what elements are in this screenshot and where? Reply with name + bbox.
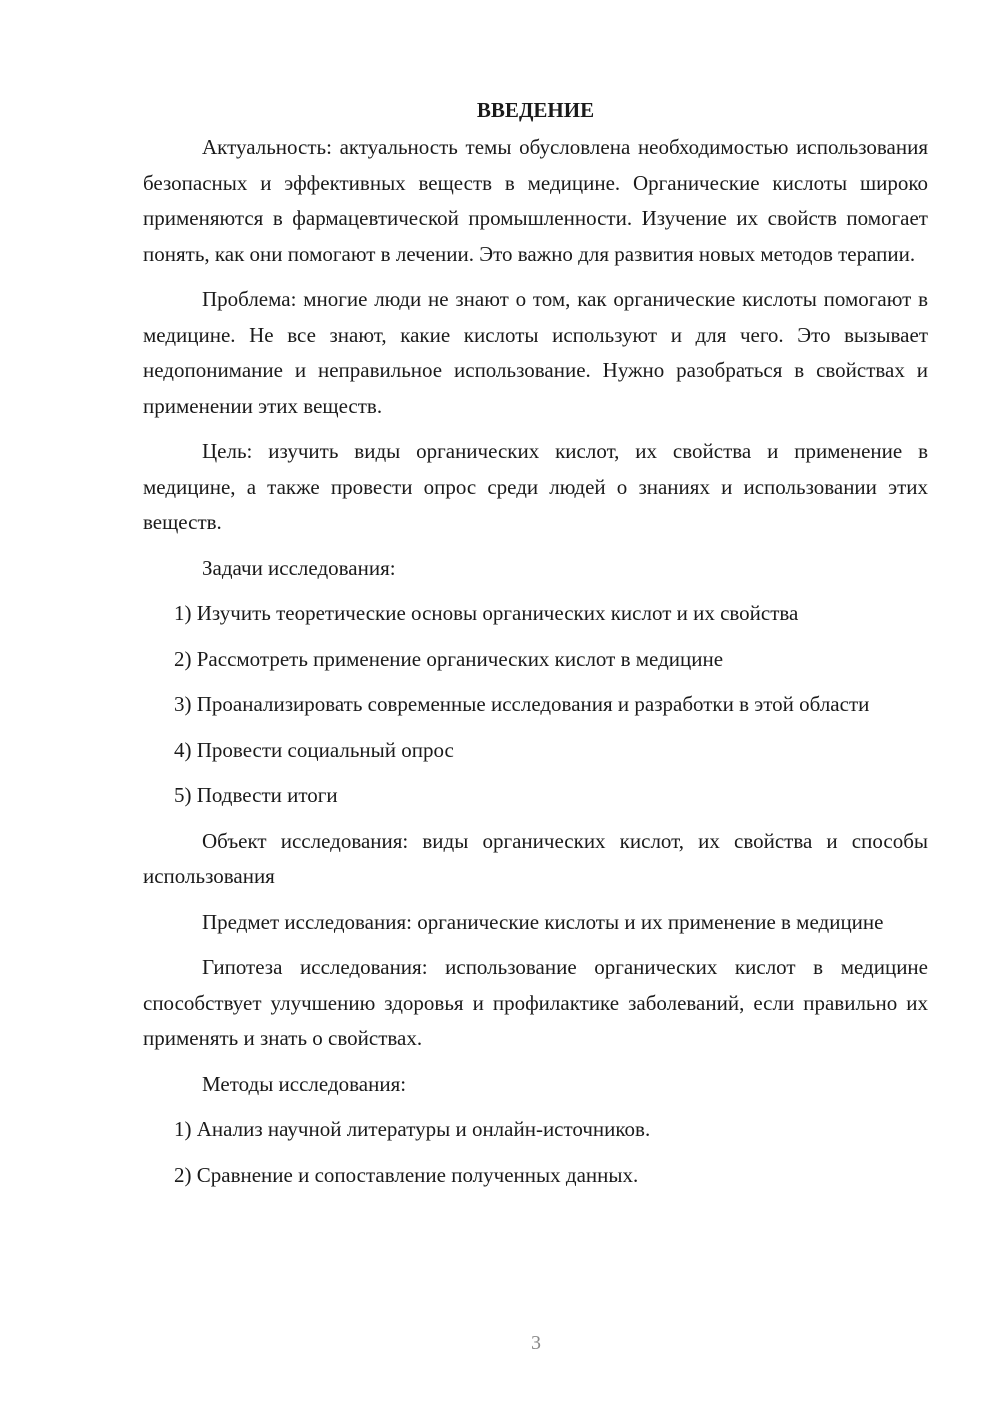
paragraph-subject: Предмет исследования: органические кислоты и их применение в медицине (202, 909, 884, 934)
page-number: 3 (531, 1332, 541, 1354)
methods-heading: Методы исследования: (202, 1071, 407, 1096)
method-item: 2) Сравнение и сопоставление полученных данных. (174, 1162, 639, 1187)
task-item: 1) Изучить теоретические основы органических кислот и их свойства (174, 601, 799, 625)
paragraph-goal: Цель: изучить виды органических кислот, их свойства и применение в медицине, а также провести опрос среди людей о знаниях и использовании этих веществ. (143, 439, 928, 534)
document-page (143, 92, 928, 1203)
task-item: 5) Подвести итоги (174, 783, 338, 807)
paragraph-object: Объект исследования: виды органических кислот, их свойства и способы использования (143, 828, 928, 888)
task-item: 3) Проанализировать современные исследования и разработки в этой области (174, 692, 870, 716)
tasks-heading: Задачи исследования: (202, 555, 396, 580)
method-item: 1) Анализ научной литературы и онлайн-источников. (174, 1117, 651, 1141)
paragraph-hypothesis: Гипотеза исследования: использование органических кислот в медицине способствует улучшению здоровья и профилактике заболеваний, если правильно их применять и знать о свойствах. (143, 955, 928, 1050)
paragraph-problem: Проблема: многие люди не знают о том, как органические кислоты помогают в медицине. Не все знают, какие кислоты используют и для чего. Это вызывает недопонимание и неправильное использование. Нужно разобраться в свойствах и применении этих веществ. (143, 287, 928, 418)
paragraph-relevance: Актуальность: актуальность темы обусловлена необходимостью использования безопасных и эффективных веществ в медицине. Органические кислоты широко применяются в фармацевтической промышленности. Изучение их свойств помогает понять, как они помогают в лечении. Это важно для развития новых методов терапии. (143, 135, 928, 266)
section-title: ВВЕДЕНИЕ (476, 98, 595, 122)
task-item: 4) Провести социальный опрос (174, 737, 454, 762)
task-item: 2) Рассмотреть применение органических кислот в медицине (174, 646, 724, 671)
